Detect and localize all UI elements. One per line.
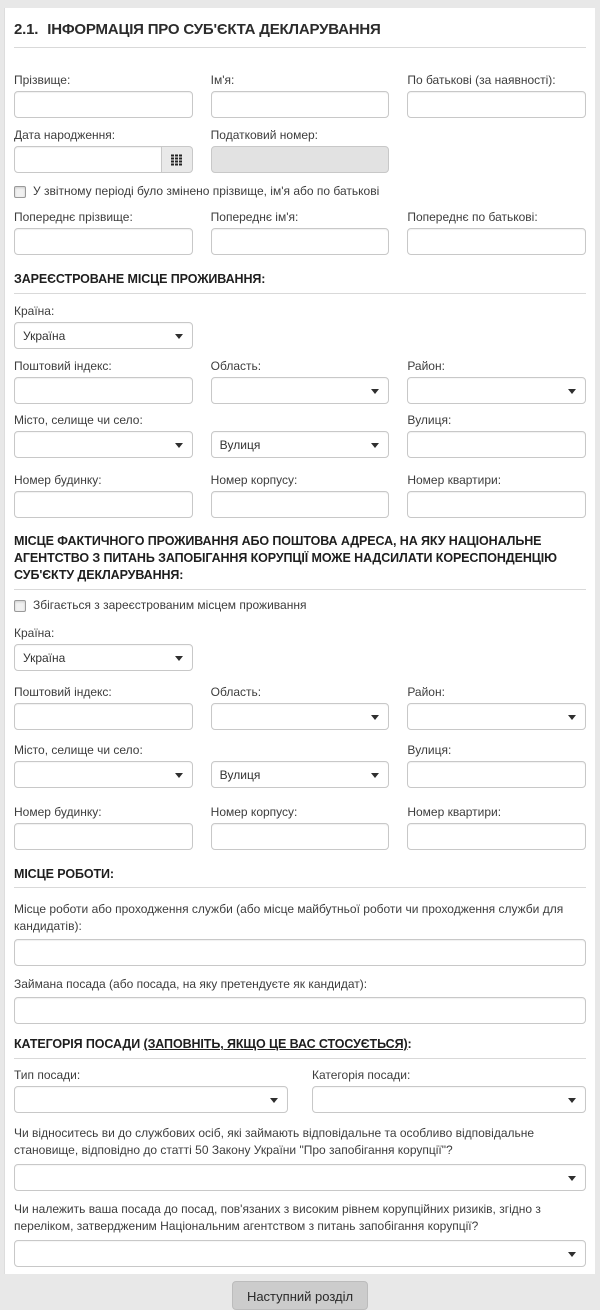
chevron-down-icon [568, 715, 576, 720]
act-country-field [14, 627, 193, 671]
prev-patronymic-field [407, 211, 586, 255]
reg-district-field [407, 360, 586, 404]
act-street-label: Вулиця: [407, 744, 452, 757]
chevron-down-icon [175, 656, 183, 661]
actual-address-divider [14, 589, 586, 590]
chevron-down-icon [568, 1098, 576, 1103]
patronymic-label: По батькові (за наявності): [407, 74, 556, 87]
reg-apartment-label: Номер квартири: [407, 474, 502, 487]
position-label: Займана посада (або посада, на яку претендуєте як кандидат): [14, 977, 368, 991]
reg-house-label: Номер будинку: [14, 474, 102, 487]
workplace-divider [14, 887, 586, 888]
taxnumber-input [211, 146, 390, 173]
act-street-field [407, 744, 586, 788]
position-input[interactable] [14, 997, 586, 1024]
reg-district-label: Район: [407, 360, 445, 373]
prev-patronymic-input[interactable] [407, 228, 586, 255]
patronymic-input[interactable] [407, 91, 586, 118]
workplace-input[interactable] [14, 939, 586, 966]
taxnumber-label: Податковий номер: [210, 129, 319, 142]
reg-city-field [14, 414, 193, 458]
reg-apartment-input[interactable] [407, 491, 586, 518]
position-category-select[interactable] [312, 1086, 586, 1113]
reg-district-select[interactable] [407, 377, 586, 404]
calendar-grid-icon [170, 154, 183, 166]
risk-question-select[interactable] [14, 1240, 586, 1267]
page-title-number: 2.1. [14, 21, 39, 38]
prev-firstname-field [211, 211, 390, 255]
act-postal-field [14, 686, 193, 730]
select-value: Вулиця [219, 437, 261, 452]
prev-patronymic-label: Попереднє по батькові: [407, 211, 538, 224]
reg-korpus-field [211, 474, 390, 518]
title-divider [14, 47, 586, 48]
name-changed-checkbox-row[interactable] [14, 185, 586, 198]
patronymic-field [407, 74, 586, 118]
reg-country-select[interactable] [14, 322, 193, 349]
act-street-type-select[interactable] [211, 761, 390, 788]
name-changed-checkbox[interactable] [14, 186, 26, 198]
reg-region-label: Область: [210, 360, 262, 373]
act-city-select[interactable] [14, 761, 193, 788]
act-region-label: Область: [210, 686, 262, 699]
act-city-label: Місто, селище чи село: [14, 744, 143, 757]
act-street-type-field [211, 744, 390, 788]
act-korpus-input[interactable] [211, 823, 390, 850]
prev-surname-field [14, 211, 193, 255]
same-address-checkbox-row[interactable] [14, 599, 586, 612]
birthdate-input[interactable] [14, 146, 162, 173]
taxnumber-field [211, 129, 390, 173]
act-city-field [14, 744, 193, 788]
reg-street-type-select[interactable] [211, 431, 390, 458]
registered-address-divider [14, 293, 586, 294]
surname-field [14, 74, 193, 118]
risk-question-label: Чи належить ваша посада до посад, пов'язаних з високим рівнем корупційних ризиків, згідно з переліком, затвердженим Національним агентством з питань запобігання корупції? [14, 1202, 541, 1233]
next-section-button[interactable]: Наступний розділ [232, 1281, 368, 1310]
act-region-field [211, 686, 390, 730]
chevron-down-icon [175, 334, 183, 339]
act-country-select[interactable] [14, 644, 193, 671]
act-street-input[interactable] [407, 761, 586, 788]
firstname-input[interactable] [211, 91, 390, 118]
act-house-label: Номер будинку: [14, 806, 102, 819]
birthdate-field [14, 129, 193, 173]
position-type-label: Тип посади: [14, 1069, 81, 1082]
position-category-header-underlined: (ЗАПОВНІТЬ, ЯКЩО ЦЕ ВАС СТОСУЄТЬСЯ) [143, 1037, 408, 1051]
chevron-down-icon [175, 773, 183, 778]
act-district-field [407, 686, 586, 730]
chevron-down-icon [568, 389, 576, 394]
datepicker-button[interactable] [162, 146, 193, 173]
reg-apartment-field [407, 474, 586, 518]
select-value: Вулиця [219, 767, 261, 782]
birthdate-label: Дата народження: [14, 129, 116, 142]
reg-city-label: Місто, селище чи село: [14, 414, 143, 427]
act-korpus-field [211, 806, 390, 850]
position-category-field [312, 1069, 586, 1113]
position-type-select[interactable] [14, 1086, 288, 1113]
act-korpus-label: Номер корпусу: [210, 806, 298, 819]
reg-korpus-input[interactable] [211, 491, 390, 518]
act-apartment-field [407, 806, 586, 850]
surname-input[interactable] [14, 91, 193, 118]
responsible-question-label: Чи відноситесь ви до службових осіб, які займають відповідальне та особливо відповідальне становище, відповідно до статті 50 Закону України "Про запобігання корупції"? [14, 1126, 535, 1157]
select-value: Україна [23, 650, 66, 665]
surname-label: Прізвище: [14, 74, 71, 87]
position-category-header-prefix: КАТЕГОРІЯ ПОСАДИ [14, 1037, 144, 1051]
prev-surname-label: Попереднє прізвище: [14, 211, 133, 224]
act-district-label: Район: [407, 686, 445, 699]
reg-postal-field [14, 360, 193, 404]
reg-postal-label: Поштовий індекс: [14, 360, 112, 373]
reg-street-label: Вулиця: [407, 414, 452, 427]
act-apartment-input[interactable] [407, 823, 586, 850]
same-address-checkbox[interactable] [14, 600, 26, 612]
position-type-field [14, 1069, 288, 1113]
act-country-label: Країна: [14, 627, 55, 640]
chevron-down-icon [371, 773, 379, 778]
page-title-text: ІНФОРМАЦІЯ ПРО СУБ'ЄКТА ДЕКЛАРУВАННЯ [47, 21, 381, 38]
registered-address-header: ЗАРЕЄСТРОВАНЕ МІСЦЕ ПРОЖИВАННЯ: [14, 272, 266, 286]
chevron-down-icon [371, 389, 379, 394]
reg-region-select[interactable] [211, 377, 390, 404]
reg-country-label: Країна: [14, 305, 55, 318]
act-postal-label: Поштовий індекс: [14, 686, 112, 699]
act-house-field [14, 806, 193, 850]
reg-street-input[interactable] [407, 431, 586, 458]
reg-house-input[interactable] [14, 491, 193, 518]
act-apartment-label: Номер квартири: [407, 806, 502, 819]
reg-street-field [407, 414, 586, 458]
prev-surname-input[interactable] [14, 228, 193, 255]
workplace-header: МІСЦЕ РОБОТИ: [14, 867, 114, 881]
position-category-divider [14, 1058, 586, 1059]
responsible-question-select[interactable] [14, 1164, 586, 1191]
chevron-down-icon [371, 715, 379, 720]
prev-firstname-input[interactable] [211, 228, 390, 255]
name-changed-checkbox-label: У звітному періоді було змінено прізвище, ім'я або по батькові [33, 184, 380, 198]
reg-korpus-label: Номер корпусу: [210, 474, 298, 487]
page-title [14, 21, 586, 39]
reg-street-type-field [211, 414, 390, 458]
chevron-down-icon [568, 1176, 576, 1181]
prev-firstname-label: Попереднє ім'я: [210, 211, 299, 224]
reg-house-field [14, 474, 193, 518]
firstname-field [211, 74, 390, 118]
reg-region-field [211, 360, 390, 404]
chevron-down-icon [270, 1098, 278, 1103]
firstname-label: Ім'я: [210, 74, 235, 87]
act-postal-input[interactable] [14, 703, 193, 730]
select-value: Україна [23, 328, 66, 343]
act-region-select[interactable] [211, 703, 390, 730]
chevron-down-icon [371, 443, 379, 448]
position-category-header [14, 1036, 586, 1053]
chevron-down-icon [568, 1252, 576, 1257]
same-address-checkbox-label: Збігається з зареєстрованим місцем проживання [33, 598, 307, 612]
actual-address-header: МІСЦЕ ФАКТИЧНОГО ПРОЖИВАННЯ АБО ПОШТОВА АДРЕСА, НА ЯКУ НАЦІОНАЛЬНЕ АГЕНТСТВО З ПИТАНЬ ЗАПОБІГАННЯ КОРУПЦІЇ МОЖЕ НАДСИЛАТИ КОРЕСПОНДЕНЦІЮ СУБ'ЄКТУ ДЕКЛАРУВАННЯ: [14, 534, 557, 582]
reg-postal-input[interactable] [14, 377, 193, 404]
position-category-header-suffix: : [407, 1037, 412, 1051]
position-category-label: Категорія посади: [312, 1069, 411, 1082]
declaration-form-card [4, 8, 595, 1304]
reg-city-select[interactable] [14, 431, 193, 458]
act-district-select[interactable] [407, 703, 586, 730]
workplace-label: Місце роботи або проходження служби (або місце майбутньої роботи чи проходження служби для кандидатів): [14, 902, 564, 933]
reg-country-field [14, 305, 193, 349]
act-house-input[interactable] [14, 823, 193, 850]
chevron-down-icon [175, 443, 183, 448]
